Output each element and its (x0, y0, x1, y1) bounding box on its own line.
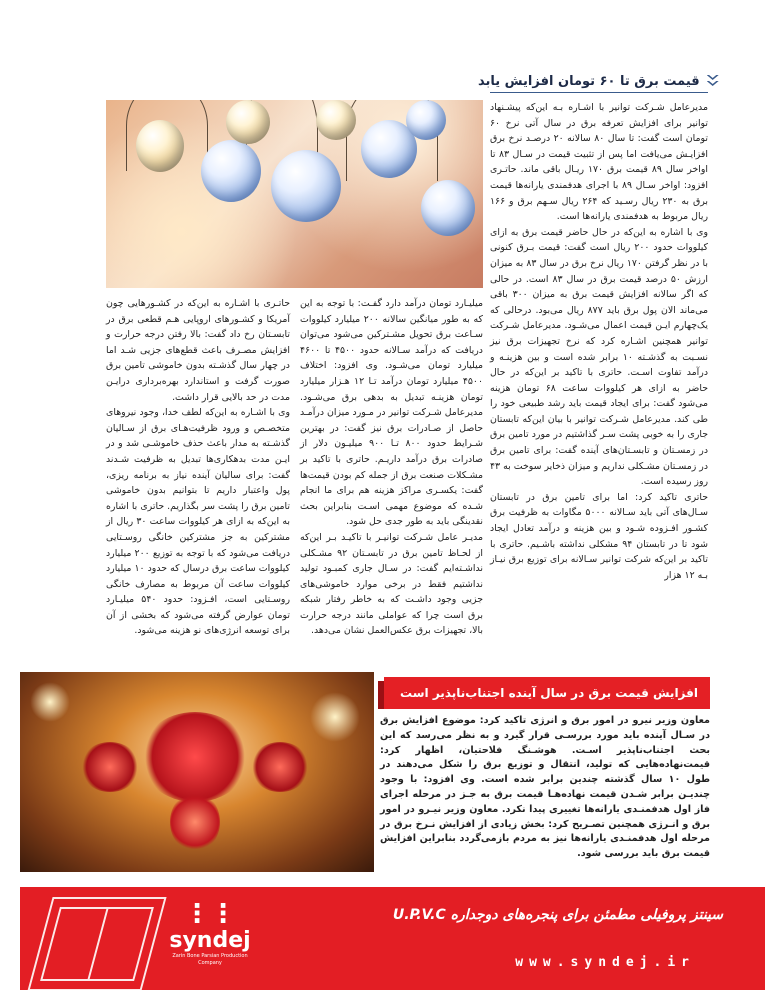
article-column-middle (300, 296, 483, 639)
headline-text: قیمت برق تا ۶۰ تومان افزایش یابد (478, 73, 700, 89)
headline-rule (490, 92, 708, 93)
lamp-globe (201, 140, 261, 202)
article-column-right (490, 100, 708, 583)
paragraph: میلیـارد تومان درآمد دارد گفـت: با توجه به این که به طور میانگین سالانه ۲۰۰ میلیارد کیلووات سـاعت برق تحویل مشـترکین می‌شود می‌توان دریافت که درآمد سـالانه حدود ۴۵۰۰ تا ۴۶۰۰ میلیارد تومان می‌شـود. وی افزود: اختلاف ۴۵۰۰ میلیارد تومان درآمد تـا ۱۲ هـزار میلیارد تومان هزینـه تبدیل به بدهی برق می‌شـود. مدیرعامل شـرکت توانیر در مـورد میزان درآمـد حاصل از صـادرات برق نیز گفت: در بهترین شـرایط حدود ۸۰۰ تـا ۹۰۰ میلیـون دلار از صادرات برق درآمد داریـم. حاتری با تاکید بر مشـکلات صنعت برق از جمله کم بودن قیمت‌ها گفت: یکسـری مراکز هزینه هم برای ما انجام شـده که موضوع مهمی اسـت بنابراین بحث نقدینگی باید به طور جدی حل شود. (300, 298, 483, 528)
advert-slogan: سینتز پروفیلی مطمئن برای پنجره‌های دوجداره U.P.V.C (392, 907, 723, 923)
lamp-globe (271, 150, 341, 222)
syndej-logo (160, 899, 260, 979)
syndej-advert[interactable] (20, 887, 765, 990)
lamp-globe (136, 120, 184, 172)
lamp-globe (421, 180, 475, 236)
chandelier-photo (20, 672, 374, 872)
chandelier-drop (170, 792, 220, 852)
brand-subtitle: Zarin Bone Parsian Production Company (172, 953, 248, 966)
paragraph: حاتـری با اشـاره به این‌که در کشـورهایی چون آمریکا و کشـورهای اروپایی هـم قطعی برق در تابسـتان رخ داد گفت: بالا رفتن درجه حرارت و افزایش مصـرف باعث قطع‌های جزیی شـد اما در چهار سال گذشـته بدون خاموشی تامین برق صورت گرفت و استاندارد بهره‌برداری درایـن مدت در حد بالایی قرار داشت. (106, 298, 290, 403)
box-title: افزایش قیمت برق در سال آینده اجتناب‌ناپذیر است (400, 686, 698, 700)
article-column-left (106, 296, 290, 639)
window-frame-graphic (27, 897, 166, 990)
lamp-globe (226, 100, 270, 144)
lamp-globe (406, 100, 446, 140)
light-glow (310, 692, 360, 742)
sidebar-title-box (384, 677, 710, 709)
lead-paragraph: معاون وزیر نیرو در امور برق و انرژی تاکید کرد: موضوع افزایش برق در سـال آینده باید مورد بررسـی قرار گیرد و به نظر می‌رسد که این بحث اجتناب‌ناپذیر اسـت. هوشـنگ فلاحتیان، اظهار کرد: قیمت‌نهاده‌هایی که تولید، انتقال و توزیع برق را شکل می‌دهند در طول ۱۰ سال گذشته چندین برابر شده است. وی افزود: با وجود چندیـن برابر شـدن قیمت نهاده‌هـا قیمت برق به جـز در مرحله اجرای فاز اول هدفمنـدی یارانه‌ها تغییری پیدا نکرد. معاون وزیر نیـرو در امور برق و انـرژی همچنین تصـریح کرد: بخش زیادی از افزایش نـرخ برق در مرحله اول هدفمنـدی یارانه‌ها نیز به مردم بازمی‌گردد بنابراین افزایش قیمت برق باید بررسی شود. (380, 715, 710, 860)
chevron-down-icon (706, 74, 708, 88)
article-headline (478, 70, 708, 92)
paragraph: مدیـر عامل شـرکت توانیـر با تاکیـد بـر این‌که از لحـاظ تامین برق در تابسـتان ۹۲ مشـکلی نداشـته‌ایم گفت: در سـال جاری کمبـود تولید نداشتیم فقط در برخی موارد خاموشی‌های جزیی وجود داشـت که به خاطر رفتار شبکه برق است چرا که عواملی مانند درجه حرارت بالا، تجهیزات برق عکس‌العمل نشان می‌دهد. (300, 531, 483, 637)
light-glow (30, 682, 70, 722)
logo-mark-icon: ⋮⋮ (184, 899, 236, 929)
chandelier-arm (250, 742, 310, 792)
brand-name: syndej (169, 928, 251, 953)
paragraph: وی با اشاره به این‌که در حال حاضر قیمت برق به ازای کیلووات حدود ۲۰۰ ریال است گفت: قیمت بـرق کنونی با در نظر گرفتن ۱۷۰ ریال نرخ برق در سال ۸۳ به میزان ارزش ۵۰ درصد قیمت برق در سال ۸۳ است. در حالی که اگر سالانه افزایش قیمت برق به میزان ۳۰۰ باقی می‌ماند الان پول برق باید ۸۷۷ ریال می‌بود. درحالی که یک‌چهارم ایـن قیمت اعمال می‌شـود. مدیرعامل شـرکت توانیر همچنین اشـاره کرد که نرخ تجهیزات برق نیز نسـبت به گذشـته ۱۰ برابر شده است و بین هزینـه و درآمد تفاوت اسـت. حاتری با تاکید بر این‌که در حال حاضر به ازای هر کیلووات ساعت ۶۸ تومان هزینه می‌شود گفت: برای ایجاد قیمت باید رشد طبیعی خود را طی کند. مدیرعامل شـرکت توانیر با بیان این‌که تابستان جاری را به خوبی پشت سـر گذاشتیم در مورد تامین برق در زمسـتان و تابسـتان‌های آینده گفت: برای تامین برق در زمسـتان مشـکلی نداریم و میزان ذخایر سوخت به ۴۳ روز رسیده است. (490, 226, 709, 488)
paragraph: وی با اشـاره به این‌که لطف خدا، وجود نیروهای متخصـص و ورود ظرفیت‌هـای برق از سـالیان گذشـته به مدار باعث حذف خاموشـی شد و در ایـن مدت بدهکاری‌ها تبدیل به ظرفیت شـدند گفت: برای سالیان آینده نیاز به برنامه ریزی، پول واعتبار داریم تا بتوانیم بدون خاموشی تامین برق را پشت سر بگذاریم. حاتری با اشاره به این‌که به ازای هر کیلووات ساعت ۳۰ ریال از مشترکین به جز مشترکین خانگی روسـتایی دریافت می‌شود که با توجه به توزیع ۲۰۰ میلیارد کیلووات ساعت برق درسال که حدود ۱۰ میلیارد کیلووات ساعت آن مربوط به مصارف خانگی روسـتایی است، افـزود: حدود ۵۴۰ میلیـارد تومان عوارض گرفته می‌شود که بخشی از آن برای توسعه انرژی‌های نو هزینه می‌شود. (106, 407, 291, 637)
lamp-globe (316, 100, 356, 140)
chandelier-body (140, 712, 250, 802)
chandelier-arm (80, 742, 140, 792)
advert-url-link[interactable]: www.syndej.ir (515, 955, 695, 970)
lamps-photo (106, 100, 483, 288)
paragraph: مدیرعامل شـرکت توانیر با اشـاره بـه این‌که پیشـنهاد توانیر برای افزایش تعرفه برق در سال آتی نرخ ۶۰ تومان است گفت: تا سال ۸۰ سالانه ۲۰ درصـد نرخ برق افزایـش می‌یافت اما پس از تثبیت قیمت در سـال ۸۳ تا اواخر سال ۸۹ قیمت برق ۱۷۰ ریـال باقی ماند. حاتـری افزود: اواخر سـال ۸۹ با اجرای هدفمندی یارانه‌ها قیمت برق به ۲۳۰ ریال رسـید که ۲۶۴ ریال سـهم برق و ۱۶۶ ریال مربوط به هدفمندی یارانه‌ها است. (490, 102, 709, 223)
paragraph: حاتری تاکید کرد: اما برای تامین برق در تابستان سـال‌های آتی باید سـالانه ۵۰۰۰ مگاوات به ظرفیت برق کشـور افـزوده شـود و بین هزینه و درآمد تعادل ایجاد شود تا در تابستان ۹۴ مشکلی نداشته باشـیم. حاتری با تاکید بر این‌که شرکت توانیر سـالانه برای توزیع برق نیـاز بـه ۱۲ هزار (490, 491, 709, 581)
box-shadow (378, 681, 384, 709)
